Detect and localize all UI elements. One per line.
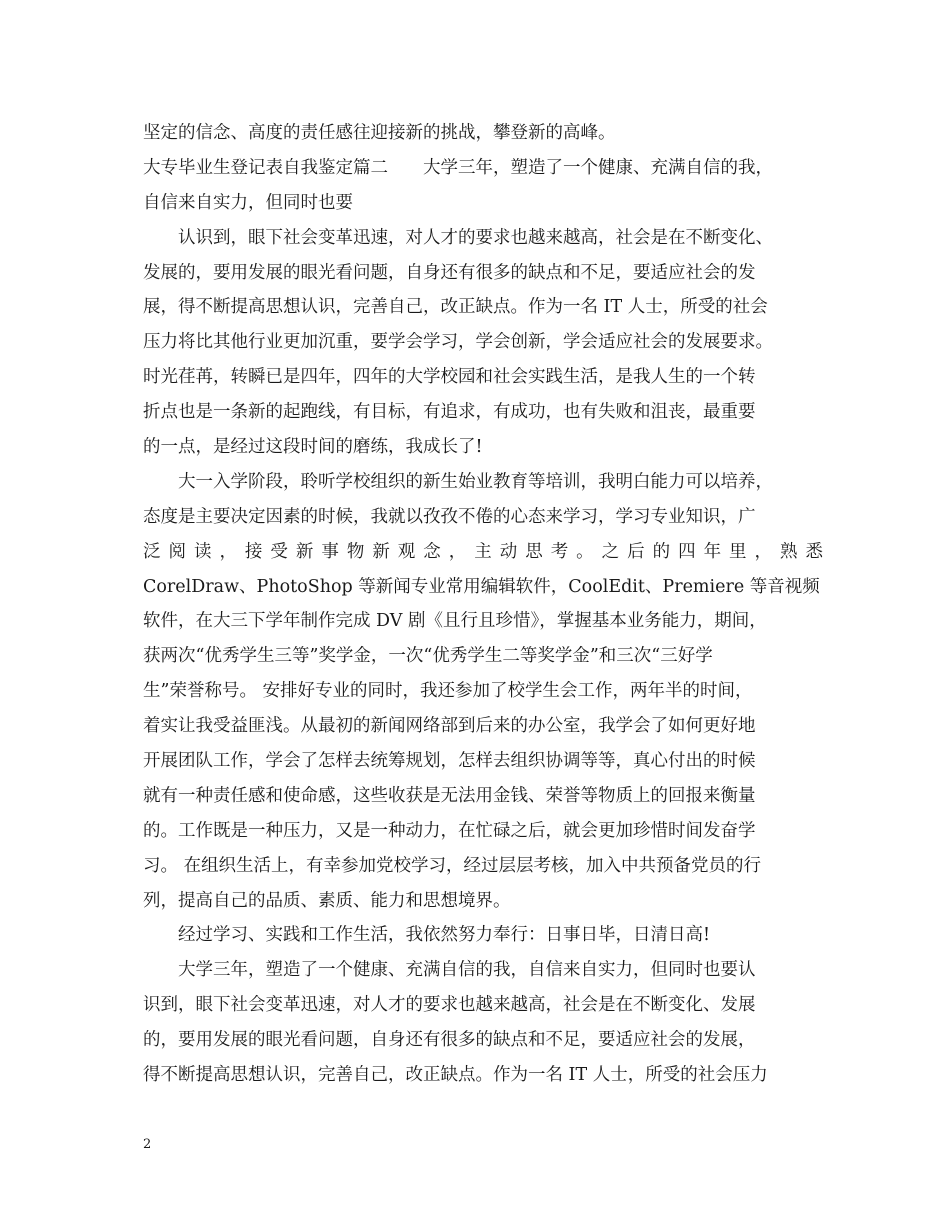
text-line: 时光荏苒，转瞬已是四年，四年的大学校园和社会实践生活，是我人生的一个转 <box>143 367 756 388</box>
text-line: 列，提高自己的品质、素质、能力和思想境界。 <box>143 890 511 911</box>
body-text <box>143 116 823 1093</box>
text-line: 展，得不断提高思想认识，完善自己，改正缺点。作为一名 IT 人士，所受的社会 <box>143 297 768 318</box>
text-line: 生”荣誉称号。 安排好专业的同时，我还参加了校学生会工作，两年半的时间， <box>143 681 753 702</box>
text-line: 认识到，眼下社会变革迅速，对人才的要求也越来越高，社会是在不断变化、 <box>178 227 773 248</box>
text-line: 发展的，要用发展的眼光看问题，自身还有很多的缺点和不足，要适应社会的发 <box>143 262 756 283</box>
text-line: 折点也是一条新的起跑线，有目标，有追求，有成功，也有失败和沮丧，最重要 <box>143 402 756 423</box>
text-line: 的。工作既是一种压力，又是一种动力，在忙碌之后，就会更加珍惜时间发奋学 <box>143 820 756 841</box>
text-line: 泛阅读，接受新事物新观念，主动思考。之后的四年里，熟悉 <box>143 541 823 562</box>
text-line: 自信来自实力，但同时也要 <box>143 192 353 213</box>
text-line: 软件，在大三下学年制作完成 DV 剧《且行且珍惜》，掌握基本业务能力，期间， <box>143 611 767 632</box>
text-line: 大一入学阶段，聆听学校组织的新生始业教育等培训，我明白能力可以培养， <box>178 471 773 492</box>
text-line: 压力将比其他行业更加沉重，要学会学习，学会创新，学会适应社会的发展要求。 <box>143 332 773 353</box>
text-line: 着实让我受益匪浅。从最初的新闻网络部到后来的办公室，我学会了如何更好地 <box>143 716 756 737</box>
text-line: 坚定的信念、高度的责任感往迎接新的挑战，攀登新的高峰。 <box>143 123 616 143</box>
section-heading-line: 大专毕业生登记表自我鉴定篇二 大学三年，塑造了一个健康、充满自信的我， <box>143 157 773 178</box>
text-line: 得不断提高思想认识，完善自己，改正缺点。作为一名 IT 人士，所受的社会压力 <box>143 1065 768 1086</box>
text-line: 识到，眼下社会变革迅速，对人才的要求也越来越高，社会是在不断变化、发展 <box>143 995 756 1016</box>
text-line: 的一点，是经过这段时间的磨练，我成长了! <box>143 437 483 458</box>
text-line: 开展团队工作，学会了怎样去统筹规划，怎样去组织协调等等，真心付出的时候 <box>143 751 756 772</box>
text-line: 态度是主要决定因素的时候，我就以孜孜不倦的心态来学习，学习专业知识，广 <box>143 506 756 527</box>
page-number: 2 <box>143 1137 152 1152</box>
text-line: 获两次“优秀学生三等”奖学金，一次“优秀学生二等奖学金”和三次“三好学 <box>143 646 713 667</box>
text-line: 就有一种责任感和使命感，这些收获是无法用金钱、荣誉等物质上的回报来衡量 <box>143 785 756 806</box>
text-line: 经过学习、实践和工作生活，我依然努力奉行：日事日毕，日清日高! <box>178 925 711 946</box>
text-line: 的，要用发展的眼光看问题，自身还有很多的缺点和不足，要适应社会的发展， <box>143 1030 756 1051</box>
text-line: CorelDraw、PhotoShop 等新闻专业常用编辑软件，CoolEdit、Premiere 等音视频 <box>143 576 820 597</box>
text-line: 大学三年，塑造了一个健康、充满自信的我，自信来自实力，但同时也要认 <box>178 960 756 981</box>
text-line: 习。 在组织生活上，有幸参加党校学习，经过层层考核，加入中共预备党员的行 <box>143 855 762 876</box>
